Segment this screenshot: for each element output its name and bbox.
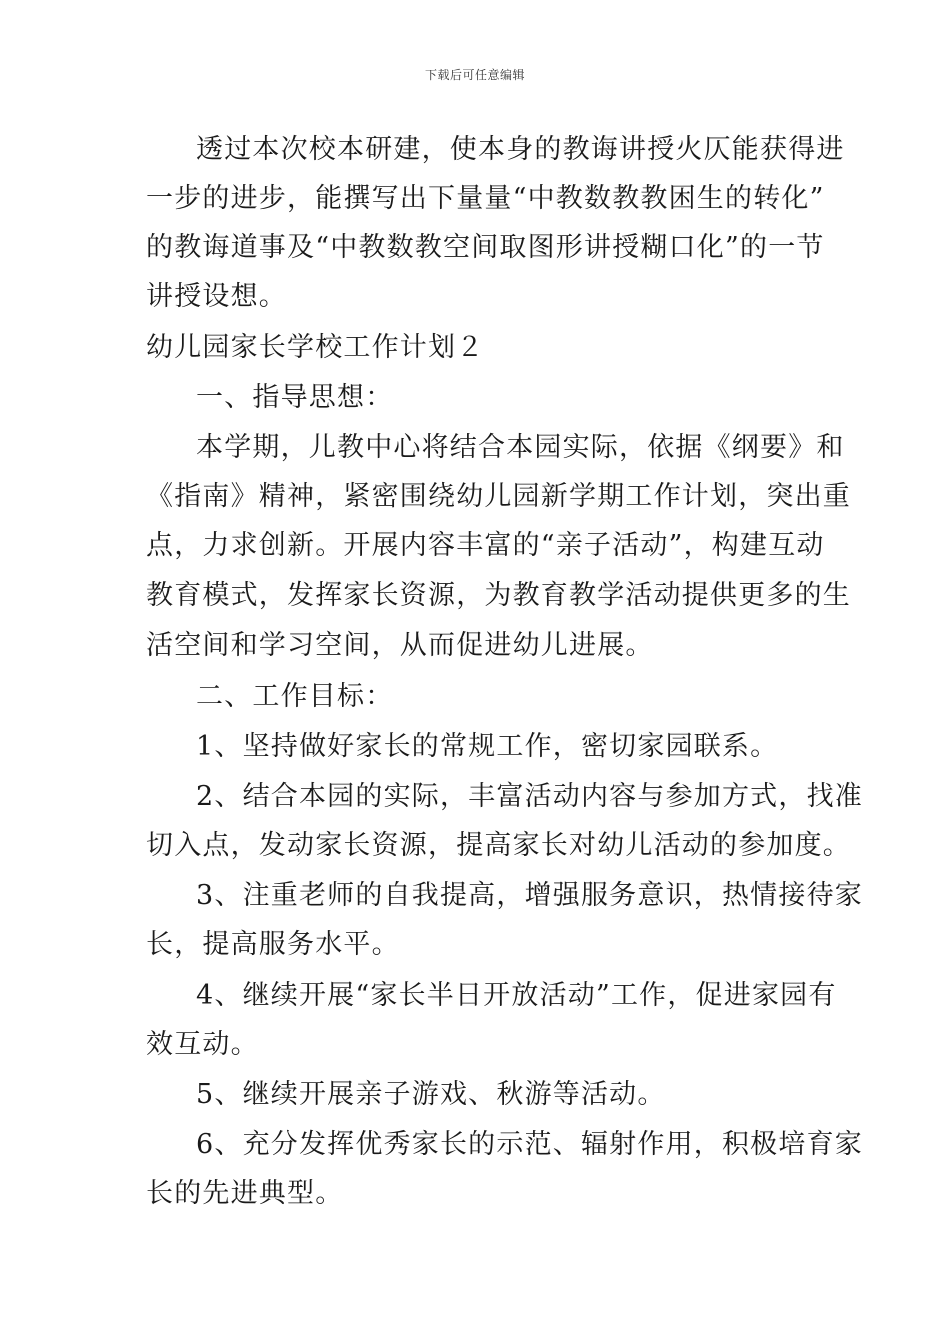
paragraph-line: 透过本次校本研建，使本身的教诲讲授火仄能获得进 bbox=[196, 134, 845, 165]
paragraph-line: 的教诲道事及“中教数教空间取图形讲授糊口化”的一节 bbox=[146, 232, 825, 263]
list-item: 2、结合本园的实际，丰富活动内容与参加方式，找准 bbox=[196, 781, 863, 812]
list-item: 4、继续开展“家长半日开放活动”工作，促进家园有 bbox=[196, 980, 837, 1011]
list-item-continuation: 效互动。 bbox=[146, 1029, 259, 1060]
section-heading: 二、工作目标： bbox=[196, 681, 394, 712]
section-heading: 一、指导思想： bbox=[196, 382, 394, 413]
paragraph-line: 教育模式，发挥家长资源，为教育教学活动提供更多的生 bbox=[146, 580, 851, 611]
paragraph-line: 一步的进步，能撰写出下量量“中教数教教困生的转化” bbox=[146, 183, 825, 214]
list-item-continuation: 切入点，发动家长资源，提高家长对幼儿活动的参加度。 bbox=[146, 830, 851, 861]
list-item: 6、充分发挥优秀家长的示范、辐射作用，积极培育家 bbox=[196, 1129, 863, 1160]
list-item-continuation: 长，提高服务水平。 bbox=[146, 929, 400, 960]
list-item: 1、坚持做好家长的常规工作，密切家园联系。 bbox=[196, 731, 779, 762]
paragraph-line: 讲授设想。 bbox=[146, 281, 287, 312]
section-title: 幼儿园家长学校工作计划２ bbox=[146, 332, 485, 363]
list-item-continuation: 长的先进典型。 bbox=[146, 1178, 344, 1209]
paragraph-line: 活空间和学习空间，从而促进幼儿进展。 bbox=[146, 630, 654, 661]
paragraph-line: 《指南》精神，紧密围绕幼儿园新学期工作计划，突出重 bbox=[146, 481, 851, 512]
paragraph-line: 本学期，儿教中心将结合本园实际，依据《纲要》和 bbox=[196, 432, 845, 463]
page-header: 下载后可任意编辑 bbox=[424, 68, 525, 82]
list-item: 3、注重老师的自我提高，增强服务意识，热情接待家 bbox=[196, 880, 863, 911]
list-item: 5、继续开展亲子游戏、秋游等活动。 bbox=[196, 1079, 666, 1110]
paragraph-line: 点，力求创新。开展内容丰富的“亲子活动”，构建互动 bbox=[146, 530, 825, 561]
